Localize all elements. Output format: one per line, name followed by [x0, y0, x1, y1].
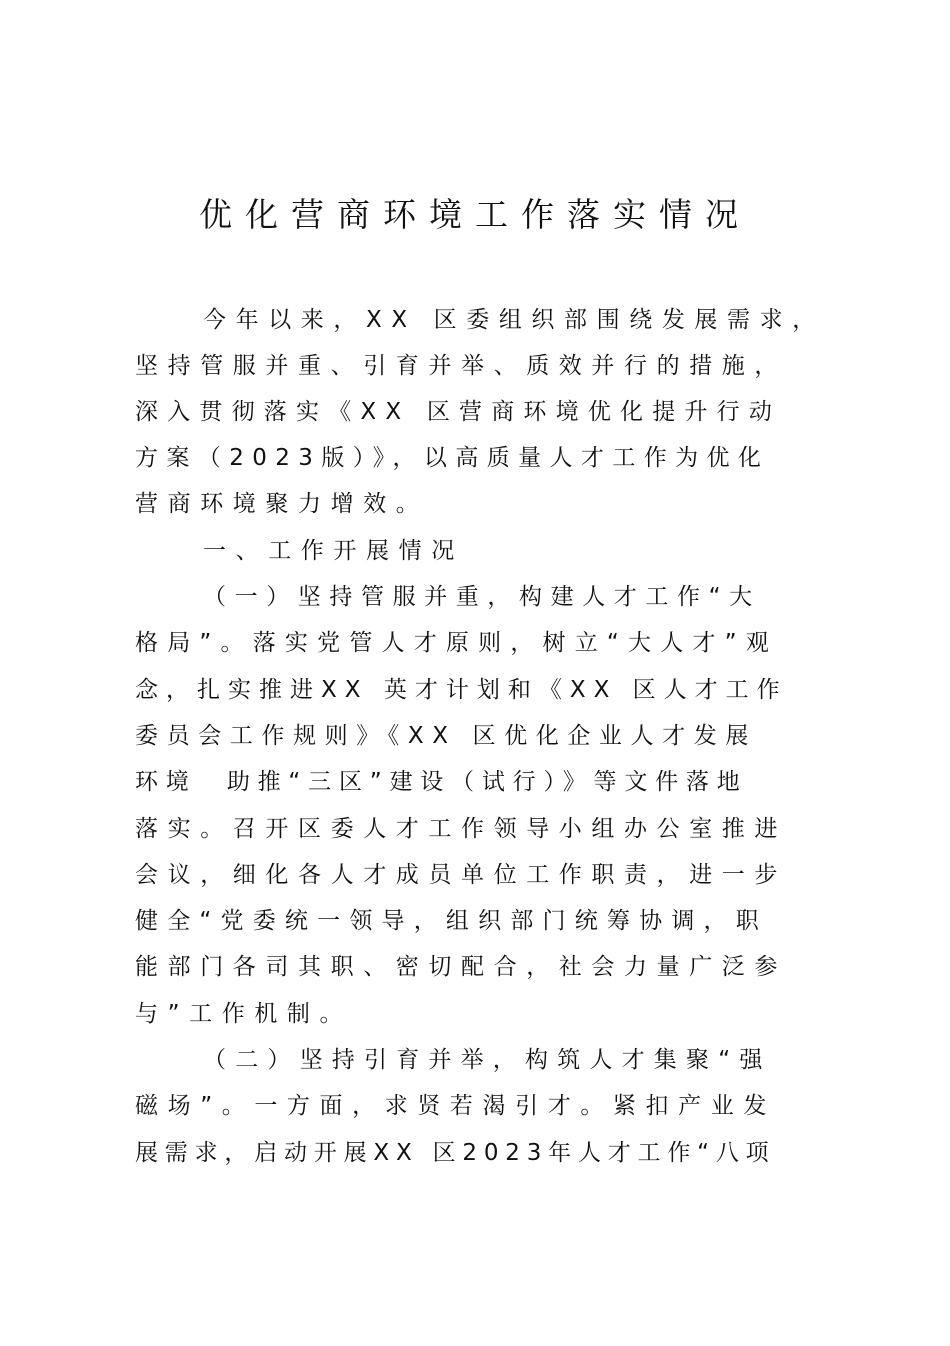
- section-heading: 一、工作开展情况: [203, 538, 464, 564]
- document-title: 优化营商环境工作落实情况: [199, 195, 751, 234]
- subsection-one-line: 落实。召开区委人才工作领导小组办公室推进: [135, 816, 787, 842]
- paragraph-intro-line: 深入贯彻落实《XX 区营商环境优化提升行动: [135, 399, 782, 425]
- subsection-one-line: （一）坚持管服并重，构建人才工作“大: [203, 584, 761, 610]
- subsection-two-line: 展需求，启动开展XX 区2023年人才工作“八项: [135, 1140, 776, 1166]
- subsection-one-line: 与”工作机制。: [135, 1001, 353, 1027]
- subsection-two-line: 磁场”。一方面，求贤若渴引才。紧扣产业发: [135, 1093, 776, 1119]
- subsection-one-line: 格局”。落实党管人才原则，树立“大人才”观: [135, 630, 778, 656]
- subsection-one-line: 委员会工作规则》《XX 区优化企业人才发展: [135, 723, 757, 749]
- subsection-one-line: 念，扎实推进XX 英才计划和《XX 区人才工作: [135, 677, 788, 703]
- paragraph-intro-line: 今年以来，XX 区委组织部围绕发展需求，: [203, 307, 825, 333]
- paragraph-intro-line: 方案（2023版）》，以高质量人才工作为优化: [135, 445, 770, 471]
- paragraph-intro-line: 坚持管服并重、引育并举、质效并行的措施，: [135, 353, 787, 379]
- paragraph-intro-line: 营商环境聚力增效。: [135, 491, 429, 517]
- subsection-one-line: 会议，细化各人才成员单位工作职责，进一步: [135, 862, 787, 888]
- subsection-one-line: 能部门各司其职、密切配合，社会力量广泛参: [135, 954, 787, 980]
- subsection-one-line: 环境 助推“三区”建设（试行）》等文件落地: [135, 769, 748, 795]
- subsection-two-line: （二）坚持引育并举，构筑人才集聚“强: [203, 1047, 772, 1073]
- subsection-one-line: 健全“党委统一领导，组织部门统筹协调，职: [135, 908, 768, 934]
